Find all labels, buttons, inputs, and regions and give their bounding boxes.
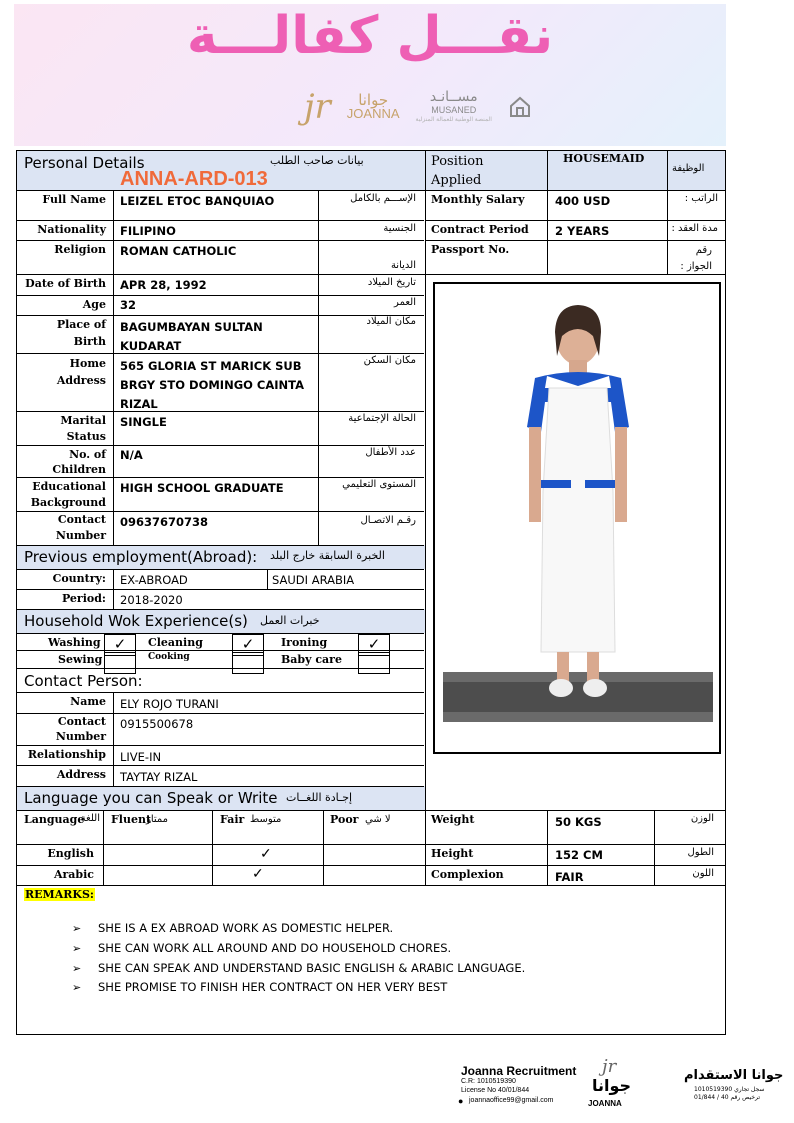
arrow-bullet-icon: ➢ — [72, 942, 82, 955]
value-marital-status: SINGLE — [120, 415, 167, 429]
lang-col-language-ar: اللغة — [80, 813, 100, 824]
contact-address-value: TAYTAY RIZAL — [120, 770, 198, 784]
value-country-type: EX-ABROAD — [120, 573, 188, 587]
label-monthly-salary: Monthly Salary — [431, 193, 525, 206]
lang-col-language: Language — [24, 813, 85, 826]
skill-ironing-checkbox[interactable]: ✓ — [358, 634, 390, 656]
value-place-of-birth: BAGUMBAYAN SULTAN KUDARAT — [120, 320, 263, 353]
footer-stamp — [458, 1056, 784, 1112]
joanna-logo-text: جوانا JOANNA — [346, 91, 400, 121]
value-height: 152 CM — [555, 848, 603, 862]
mail-icon: ● — [458, 1096, 464, 1106]
contact-number-value: 0915500678 — [120, 717, 194, 731]
footer-email: joannaoffice99@gmail.com — [469, 1097, 554, 1104]
previous-employment-title: Previous employment(Abroad): — [24, 548, 258, 566]
skill-cooking-checkbox[interactable] — [232, 652, 264, 674]
contact-person-title: Contact Person: — [24, 672, 143, 690]
value-contact-number: 09637670738 — [120, 515, 209, 529]
value-weight: 50 KGS — [555, 815, 602, 829]
label-period: Period: — [61, 592, 106, 605]
value-monthly-salary: 400 USD — [555, 194, 611, 208]
ar-contact-number: رقـم الاتصـال — [360, 515, 416, 526]
remark-item: ➢ SHE CAN SPEAK AND UNDERSTAND BASIC ENGLISH & ARABIC LANGUAGE. — [72, 961, 526, 975]
contact-address-label: Address — [56, 768, 106, 781]
footer-joanna-ar: جوانا — [592, 1076, 632, 1095]
household-title: Household Wok Experience(s) — [24, 612, 248, 630]
value-religion: ROMAN CATHOLIC — [120, 244, 237, 258]
ar-full-name: الإســـم بالكامل — [350, 193, 416, 204]
lang-arabic-label: Arabic — [53, 868, 94, 881]
ar-home-address: مكان السكن — [363, 355, 416, 366]
footer-license: License No 40/01/844 — [461, 1087, 530, 1094]
label-children: No. of Children — [52, 448, 106, 476]
skill-cooking-label: Cooking — [148, 652, 190, 662]
label-passport: Passport No. — [431, 243, 510, 256]
contact-name-value: ELY ROJO TURANI — [120, 697, 219, 711]
household-title-ar: خبرات العمل — [260, 614, 320, 627]
skill-sewing-label: Sewing — [58, 653, 103, 666]
arrow-bullet-icon: ➢ — [72, 981, 82, 994]
footer-company-ar: جوانا الاستقدام — [684, 1068, 784, 1083]
remarks-label: REMARKS: — [25, 888, 94, 901]
value-complexion: FAIR — [555, 870, 584, 884]
arrow-bullet-icon: ➢ — [72, 962, 82, 975]
footer-cr-ar: سجل تجاري 1010519390 — [694, 1086, 765, 1093]
skill-washing-label: Washing — [48, 636, 101, 649]
remark-item: ➢ SHE PROMISE TO FINISH HER CONTRACT ON HER VERY BEST — [72, 980, 448, 994]
logo-row — [304, 82, 532, 132]
value-full-name: LEIZEL ETOC BANQUIAO — [120, 194, 275, 208]
value-dob: APR 28, 1992 — [120, 278, 207, 292]
label-contact-number: Contact Number — [55, 513, 106, 542]
skill-cleaning-label: Cleaning — [148, 636, 203, 649]
label-complexion: Complexion — [431, 868, 504, 881]
footer-jr-icon: jr — [602, 1056, 617, 1077]
footer-license-ar: ترخيص رقم 40 / 01/844 — [694, 1094, 761, 1101]
language-title: Language you can Speak or Write — [24, 789, 278, 807]
personal-details-title: Personal Details — [24, 154, 145, 172]
footer-cr: C.R: 1010519390 — [461, 1078, 516, 1085]
footer-joanna-en: JOANNA — [588, 1099, 622, 1108]
banner-title: نقـــل كفالـــة — [186, 6, 554, 66]
value-nationality: FILIPINO — [120, 224, 176, 238]
ar-contract-period: مدة العقد : — [671, 223, 718, 234]
ar-passport: رقم الجواز : — [680, 245, 712, 272]
label-nationality: Nationality — [37, 223, 106, 236]
ar-nationality: الجنسية — [383, 223, 416, 234]
candidate-code: ANNA-ARD-013 — [120, 168, 268, 190]
lang-col-fair-ar: متوسط — [250, 814, 282, 825]
label-contract-period: Contract Period — [431, 223, 529, 236]
ar-complexion: اللون — [692, 868, 714, 879]
remark-item: ➢ SHE IS A EX ABROAD WORK AS DOMESTIC HELPER. — [72, 921, 394, 935]
lang-arabic-fair-check: ✓ — [252, 865, 264, 881]
value-country-name: SAUDI ARABIA — [272, 573, 355, 587]
previous-employment-title-ar: الخبرة السابقة خارج البلد — [270, 549, 385, 562]
label-weight: Weight — [431, 813, 475, 826]
language-title-ar: إجـادة اللغــات — [286, 791, 353, 804]
skill-washing-checkbox[interactable]: ✓ — [104, 634, 136, 656]
skill-cleaning-checkbox[interactable]: ✓ — [232, 634, 264, 656]
value-children: N/A — [120, 448, 143, 462]
remark-item: ➢ SHE CAN WORK ALL AROUND AND DO HOUSEHOLD CHORES. — [72, 941, 452, 955]
lang-english-fair-check: ✓ — [260, 845, 272, 861]
value-period: 2018-2020 — [120, 593, 183, 607]
ar-height: الطول — [687, 847, 714, 858]
ar-dob: تاريخ الميلاد — [367, 277, 416, 288]
value-contract-period: 2 YEARS — [555, 224, 610, 238]
label-full-name: Full Name — [42, 193, 106, 206]
header-banner — [14, 4, 726, 146]
skill-sewing-checkbox[interactable] — [104, 652, 136, 674]
arrow-bullet-icon: ➢ — [72, 922, 82, 935]
position-applied-label: Position Applied — [431, 154, 484, 188]
ar-monthly-salary: الراتب : — [684, 193, 718, 204]
label-marital-status: Marital Status — [60, 414, 106, 443]
value-age: 32 — [120, 298, 137, 312]
joanna-logo-icon: jr — [304, 87, 331, 127]
ar-age: العمر — [394, 297, 416, 308]
candidate-photo — [443, 292, 713, 722]
value-education: HIGH SCHOOL GRADUATE — [120, 481, 284, 495]
ar-place-of-birth: مكان الميلاد — [366, 316, 416, 327]
ar-marital-status: الحالة الإجتماعية — [348, 413, 416, 424]
contact-relationship-label: Relationship — [27, 748, 106, 761]
ar-children: عدد الأطفال — [365, 447, 416, 458]
label-dob: Date of Birth — [25, 277, 106, 290]
lang-english-label: English — [47, 847, 94, 860]
ar-weight: الوزن — [690, 813, 714, 824]
lang-col-fluent: Fluent — [111, 813, 152, 826]
label-education: Educational Background — [30, 480, 106, 509]
skill-babycare-label: Baby care — [281, 653, 342, 666]
lang-col-poor-ar: لا شي — [365, 814, 391, 825]
footer-company: Joanna Recruitment — [461, 1064, 577, 1078]
label-religion: Religion — [54, 243, 106, 256]
value-home-address: 565 GLORIA ST MARICK SUB BRGY STO DOMINGO CAINTA RIZAL — [120, 359, 305, 411]
musaned-home-icon — [508, 95, 532, 119]
lang-col-fair: Fair — [220, 813, 245, 826]
label-age: Age — [82, 298, 106, 311]
musaned-logo: مســانـد MUSANED المنصة الوطنية للعمالة المنزلية — [415, 89, 492, 123]
ar-religion: الديانة — [390, 260, 416, 271]
lang-col-poor: Poor — [330, 813, 359, 826]
contact-name-label: Name — [70, 695, 106, 708]
skill-babycare-checkbox[interactable] — [358, 652, 390, 674]
lang-col-fluent-ar: ممتاز — [146, 814, 169, 825]
personal-details-title-ar: بيانات صاحب الطلب — [270, 154, 364, 167]
contact-relationship-value: LIVE-IN — [120, 750, 162, 764]
ar-education: المستوى التعليمي — [342, 479, 416, 490]
position-ar: الوظيفة — [672, 163, 705, 174]
position-value: HOUSEMAID — [563, 152, 645, 165]
skill-ironing-label: Ironing — [281, 636, 328, 649]
label-home-address: Home Address — [56, 357, 106, 387]
contact-number-label: Contact Number — [55, 715, 106, 743]
label-height: Height — [431, 847, 474, 860]
label-country: Country: — [52, 572, 106, 585]
label-place-of-birth: Place of Birth — [56, 318, 106, 348]
